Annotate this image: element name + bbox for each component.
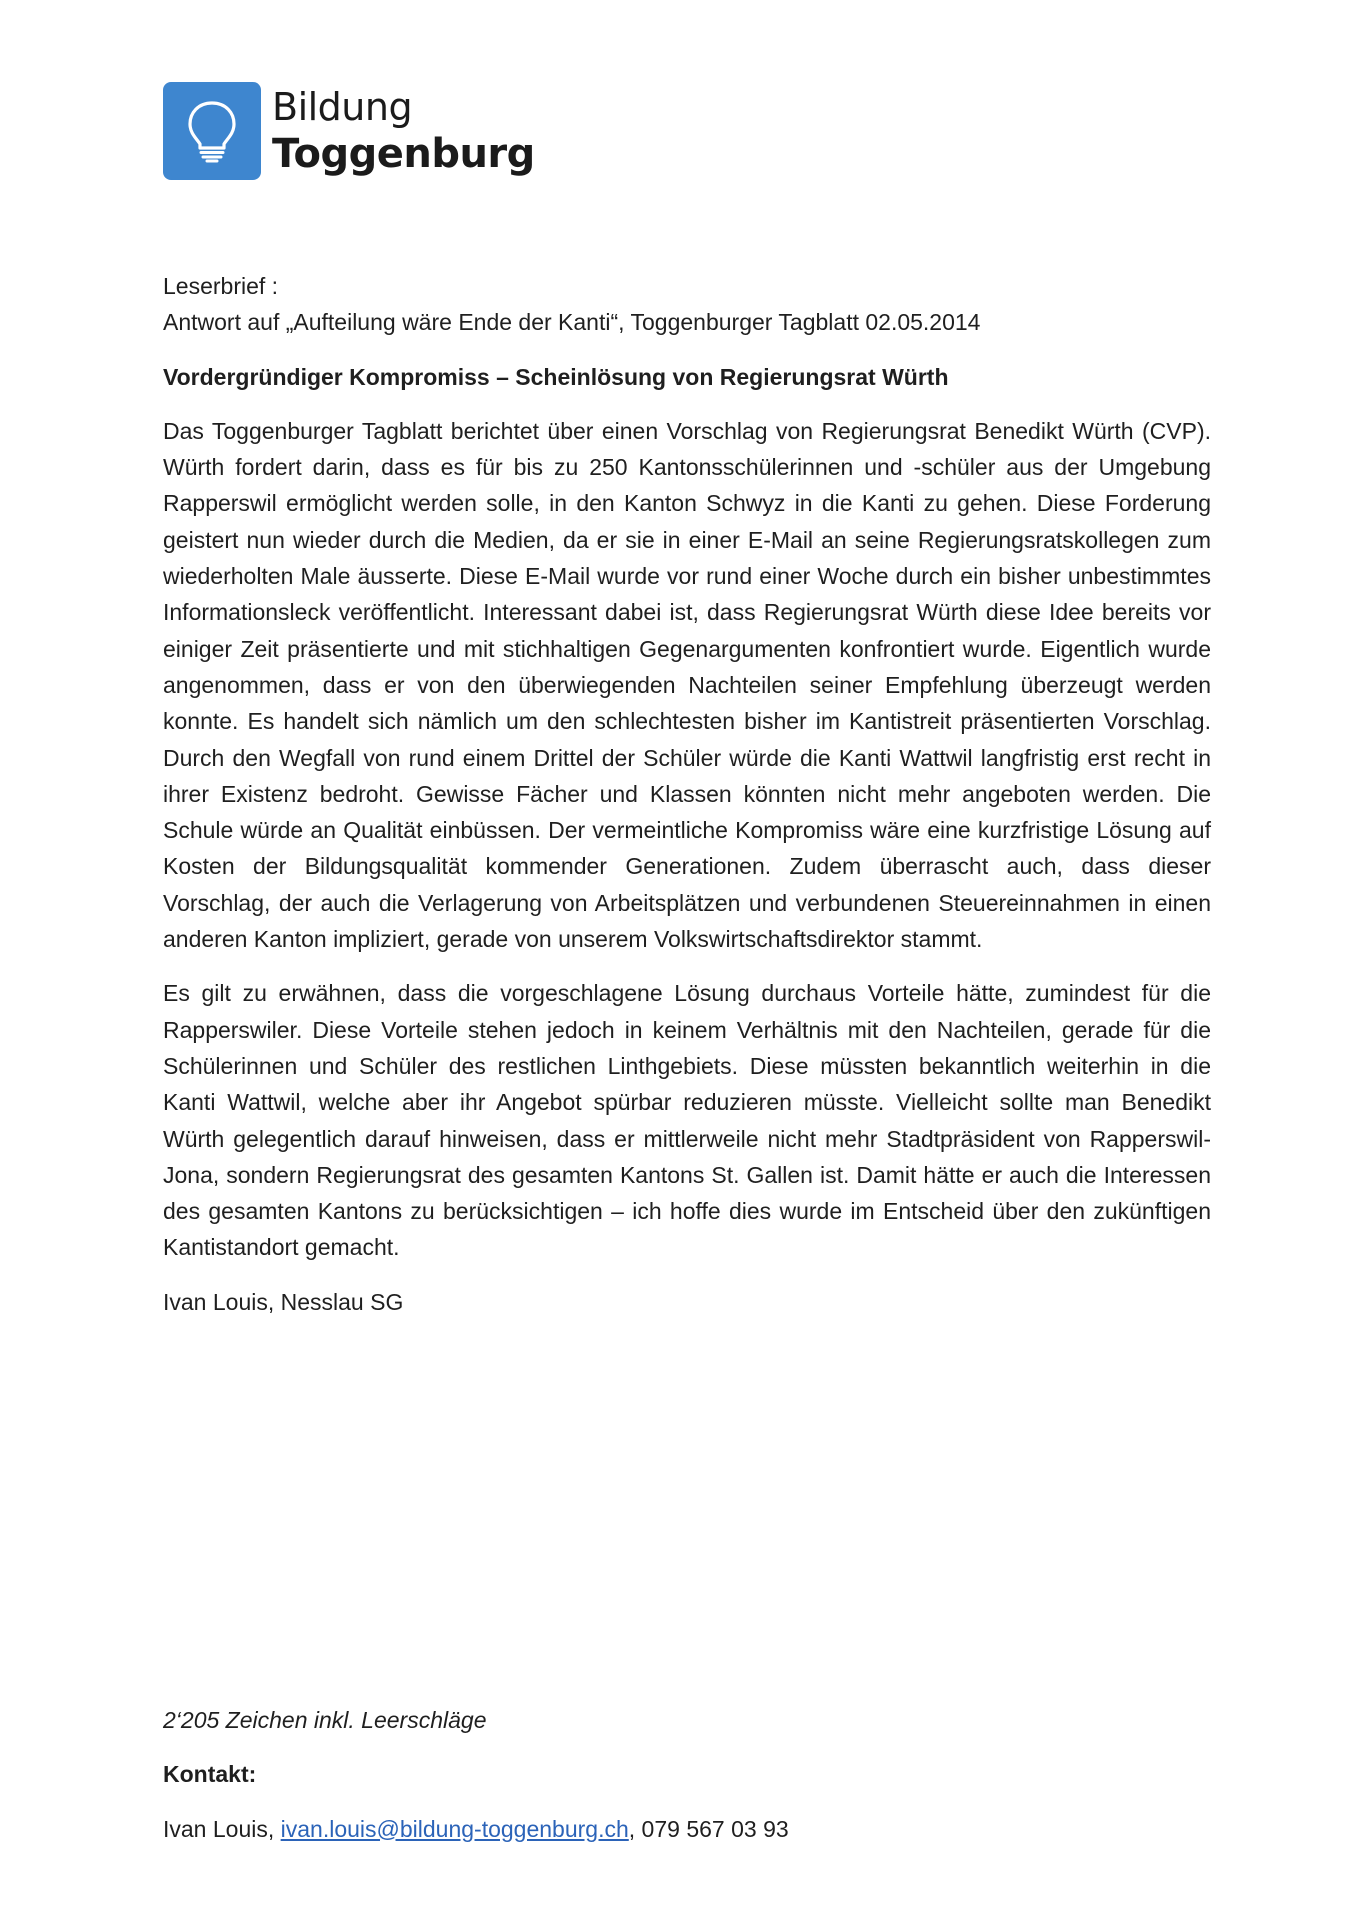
character-count: 2‘205 Zeichen inkl. Leerschläge — [163, 1707, 487, 1733]
contact-line — [163, 1811, 1211, 1847]
contact-email-link[interactable]: ivan.louis@bildung-toggenburg.ch — [280, 1815, 629, 1842]
logo-wordmark — [272, 84, 535, 178]
lightbulb-icon — [163, 82, 261, 180]
letter-footer — [163, 1702, 1211, 1847]
letter-reference: Antwort auf „Aufteilung wäre Ende der Kanti“, Toggenburger Tagblatt 02.05.2014 — [163, 309, 981, 336]
letter-signature: Ivan Louis, Nesslau SG — [163, 1288, 404, 1315]
logo — [163, 82, 535, 180]
contact-phone: , 079 567 03 93 — [628, 1815, 789, 1842]
letter-type-label: Leserbrief : — [163, 273, 279, 299]
letter-body — [163, 268, 1211, 1320]
letter-paragraph-2: Es gilt zu erwähnen, dass die vorgeschlagene Lösung durchaus Vorteile hätte, zumindest für die Rapperswiler. Diese Vorteile stehen jedoch in keinem Verhältnis mit den Nachteilen, gerade für die Schülerinnen und Schüler des restlichen Linthgebiets. Diese müssten bekanntlich weiterhin in die Kanti Wattwil, welche aber ihr Angebot spürbar reduzieren müsste. Vielleicht sollte man Benedikt Würth gelegentlich darauf hinweisen, dass er mittlerweile nicht mehr Stadtpräsident von Rapperswil-Jona, sondern Regierungsrat des gesamten Kantons St. Gallen ist. Damit hätte er auch die Interessen des gesamten Kantons zu berücksichtigen – ich hoffe dies wurde im Entscheid über den zukünftigen Kantistandort gemacht. — [163, 980, 1211, 1261]
contact-label: Kontakt: — [163, 1761, 257, 1788]
contact-name: Ivan Louis, — [163, 1815, 281, 1842]
letter-headline: Vordergründiger Kompromiss – Scheinlösung von Regierungsrat Würth — [163, 363, 949, 390]
logo-line-2: Toggenburg — [272, 131, 535, 177]
letter-paragraph-1: Das Toggenburger Tagblatt berichtet über einen Vorschlag von Regierungsrat Benedikt Würth (CVP). Würth fordert darin, dass es für bis zu 250 Kantonsschülerinnen und -schüler aus der Umgebung Rapperswil ermöglicht werden solle, in den Kanton Schwyz in die Kanti zu gehen. Diese Forderung geistert nun wieder durch die Medien, da er sie in einer E-Mail an seine Regierungsratskollegen zum wiederholten Male äusserte. Diese E-Mail wurde vor rund einer Woche durch ein bisher unbestimmtes Informationsleck veröffentlicht. Interessant dabei ist, dass Regierungsrat Würth diese Idee bereits vor einiger Zeit präsentierte und mit stichhaltigen Gegenargumenten konfrontiert wurde. Eigentlich wurde angenommen, dass er von den überwiegenden Nachteilen seiner Empfehlung überzeugt werden konnte. Es handelt sich nämlich um den schlechtesten bisher im Kantistreit präsentierten Vorschlag. Durch den Wegfall von rund einem Drittel der Schüler würde die Kanti Wattwil langfristig erst recht in ihrer Existenz bedroht. Gewisse Fächer und Klassen könnten nicht mehr angeboten werden. Die Schule würde an Qualität einbüssen. Der vermeintliche Kompromiss wäre eine kurzfristige Lösung auf Kosten der Bildungsqualität kommender Generationen. Zudem überrascht auch, dass dieser Vorschlag, der auch die Verlagerung von Arbeitsplätzen und verbundenen Steuereinnahmen in einen anderen Kanton impliziert, gerade von unserem Volkswirtschaftsdirektor stammt. — [163, 417, 1211, 953]
logo-line-1: Bildung — [272, 85, 413, 129]
